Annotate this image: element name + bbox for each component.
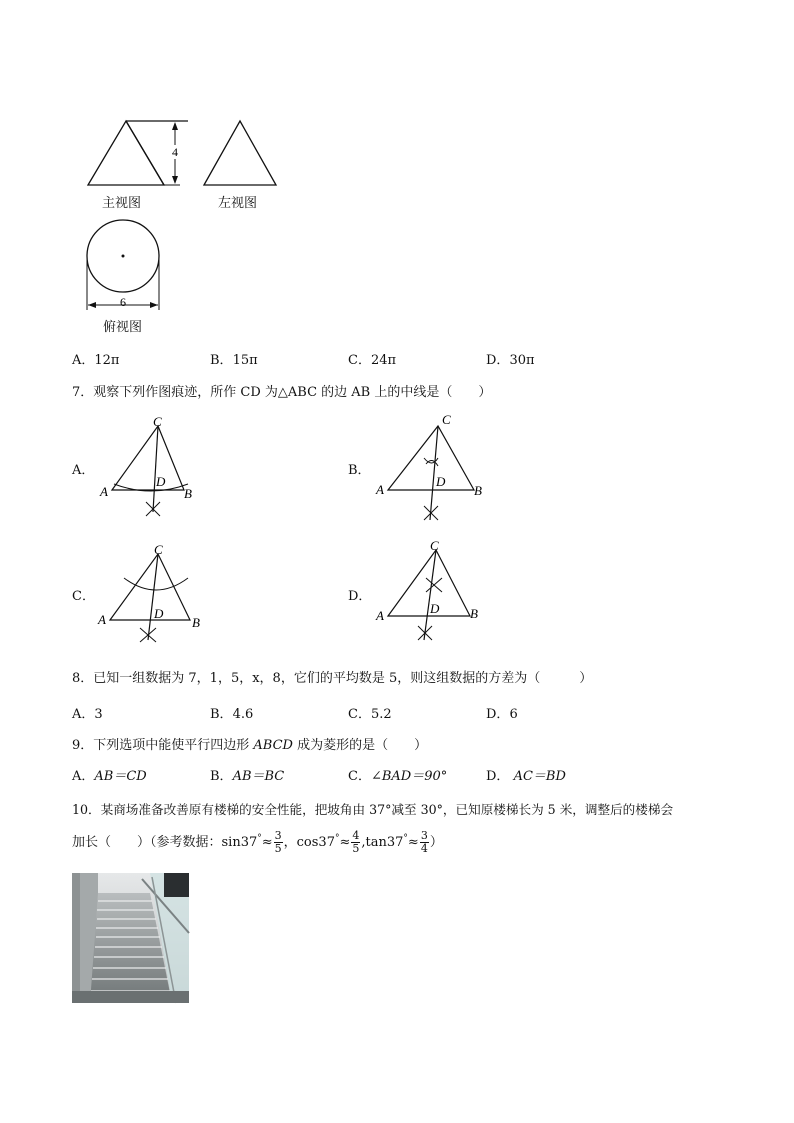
tan-fraction: $\frac{3}{4}$ [420, 829, 428, 855]
svg-text:D: D [154, 606, 164, 621]
front-view-label: 主视图 [102, 196, 142, 211]
left-view-label: 左视图 [218, 196, 258, 211]
q7-option-b-diagram[interactable] [372, 408, 492, 528]
q7-option-c-diagram[interactable] [96, 540, 216, 650]
center-dot [122, 255, 125, 258]
height-label: 4 [172, 145, 178, 159]
q7-option-c-letter[interactable]: C． [72, 589, 95, 604]
q9-option-c[interactable]: C．∠BAD＝90° [348, 769, 448, 784]
svg-text:C: C [153, 414, 162, 429]
q6-option-d[interactable]: D．30π [486, 353, 535, 368]
q9-option-b[interactable]: B．AB＝BC [210, 769, 285, 784]
q8-option-b[interactable]: B．4.6 [210, 707, 254, 722]
arrow-right-icon [150, 302, 158, 308]
svg-text:A: A [100, 484, 108, 499]
svg-text:A: A [376, 482, 384, 497]
svg-text:A: A [98, 612, 106, 627]
arrow-down-icon [172, 176, 178, 184]
q10-stem-line2: 加长（ ）（参考数据：sin37°≈ $\frac{3}{5}$ ，cos37°≈ $\frac{4}{5}$ ,tan37°≈ $\frac{3}{4}$ ） [72, 829, 443, 855]
svg-text:C: C [154, 542, 163, 557]
q8-option-d[interactable]: D．6 [486, 707, 518, 722]
q7-option-d-letter[interactable]: D． [348, 589, 372, 604]
q8-option-a[interactable]: A．3 [72, 707, 103, 722]
diameter-label: 6 [120, 295, 126, 309]
svg-text:B: B [470, 606, 478, 621]
svg-text:D: D [156, 474, 166, 489]
svg-text:C: C [442, 412, 451, 427]
left-view-diagram [200, 112, 280, 192]
arrow-up-icon [172, 122, 178, 130]
svg-text:D: D [436, 474, 446, 489]
q7-stem: 7．观察下列作图痕迹，所作 CD 为△ABC 的边 AB 上的中线是（ ） [72, 385, 492, 400]
svg-text:D: D [430, 601, 440, 616]
front-view-triangle-left [88, 121, 164, 185]
top-view-label: 俯视图 [103, 320, 143, 335]
cos-fraction: $\frac{4}{5}$ [352, 829, 360, 855]
q10-stem-line1: 10．某商场准备改善原有楼梯的安全性能，把坡角由 37°减至 30°，已知原楼梯长为 5 米，调整后的楼梯会 [72, 802, 674, 817]
q7-option-d-diagram[interactable] [372, 536, 492, 652]
q9-option-d[interactable]: D． AC＝BD [486, 769, 566, 784]
sin-fraction: $\frac{3}{5}$ [274, 829, 282, 855]
top-view-diagram [80, 216, 170, 316]
q7-option-b-letter[interactable]: B． [348, 463, 371, 478]
front-view-slant [126, 121, 164, 185]
q8-option-c[interactable]: C．5.2 [348, 707, 392, 722]
svg-text:B: B [474, 483, 482, 498]
svg-text:A: A [376, 608, 384, 623]
left-view-triangle [204, 121, 276, 185]
front-view-diagram [80, 112, 200, 192]
svg-text:C: C [430, 538, 439, 553]
q9-stem: 9．下列选项中能使平行四边形 ABCD 成为菱形的是（ ） [72, 738, 428, 753]
q6-option-c[interactable]: C．24π [348, 353, 397, 368]
arrow-left-icon [88, 302, 96, 308]
q7-option-a-diagram[interactable] [96, 414, 206, 524]
q8-stem: 8．已知一组数据为 7，1，5，x，8，它们的平均数是 5，则这组数据的方差为（ ） [72, 671, 593, 686]
q6-option-b[interactable]: B．15π [210, 353, 258, 368]
svg-text:B: B [184, 486, 192, 501]
q9-option-a[interactable]: A．AB＝CD [72, 769, 147, 784]
svg-text:B: B [192, 615, 200, 630]
q7-option-a-letter[interactable]: A． [72, 463, 95, 478]
staircase-photo [72, 873, 189, 1003]
q6-option-a[interactable]: A．12π [72, 353, 120, 368]
